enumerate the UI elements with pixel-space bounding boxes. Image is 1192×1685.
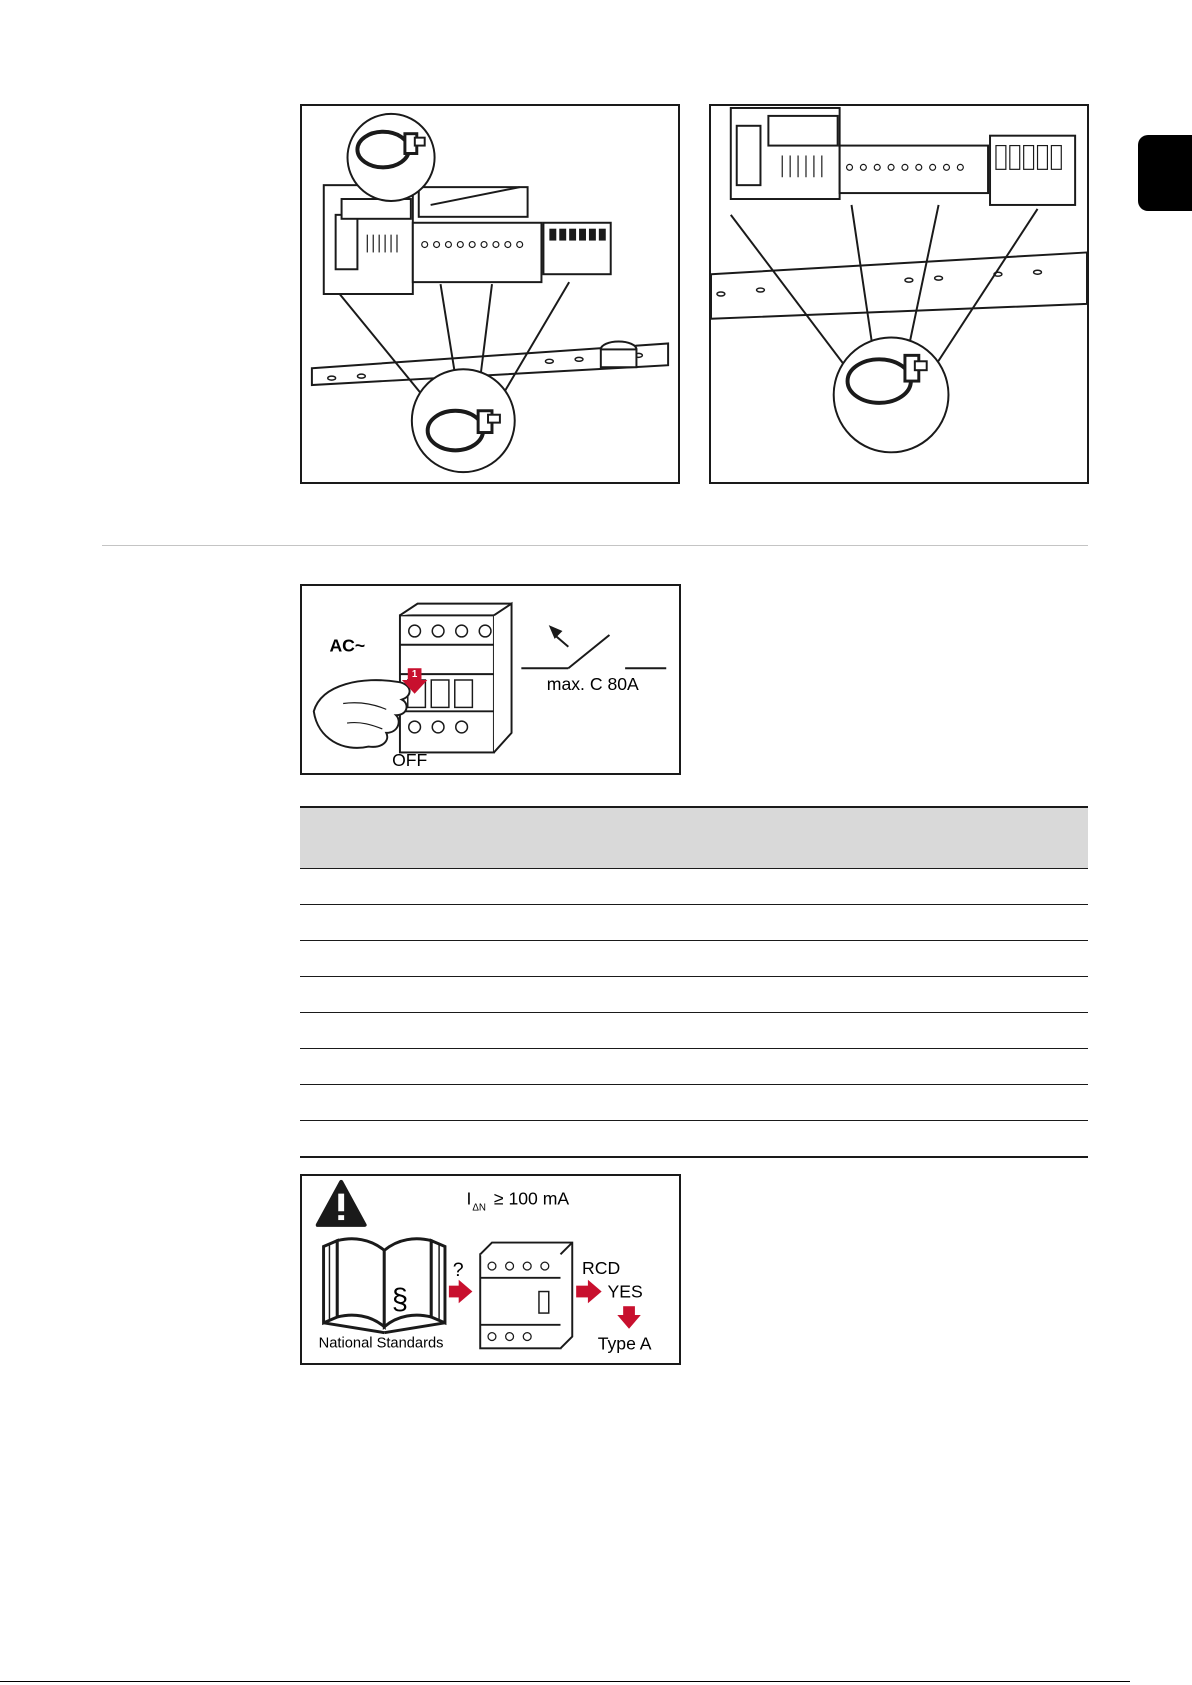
rcd-label: RCD: [582, 1257, 621, 1278]
rcd-device-icon: [480, 1243, 572, 1349]
book-icon: [324, 1239, 445, 1333]
figure-rcd-requirement: [300, 1174, 681, 1365]
yes-label: YES: [607, 1281, 643, 1302]
table-row: [300, 941, 1088, 977]
standards-label: National Standards: [318, 1335, 444, 1352]
question-mark: ?: [452, 1258, 464, 1281]
table-row: [300, 1013, 1088, 1049]
step-number: 1: [411, 669, 418, 681]
off-label: OFF: [392, 750, 428, 771]
type-label: Type A: [597, 1333, 652, 1354]
table-row: [300, 905, 1088, 941]
cable-ties-left-illustration: [302, 106, 678, 482]
red-right-arrow-icon: [449, 1280, 472, 1303]
figure-breaker-off: [300, 584, 681, 775]
table-row: [300, 869, 1088, 905]
rating-label: max. C 80A: [546, 673, 639, 694]
warning-icon: [318, 1182, 365, 1225]
chapter-thumb-tab: [1138, 135, 1192, 211]
table-header: [300, 806, 1088, 869]
table-row: [300, 1049, 1088, 1085]
table-row: [300, 977, 1088, 1013]
figure-cable-ties-left: [300, 104, 680, 484]
breaker-illustration: [302, 586, 679, 773]
section-divider: [102, 545, 1088, 546]
current-symbol: I: [466, 1188, 472, 1209]
paragraph-symbol: §: [391, 1283, 409, 1317]
current-subscript: ΔN: [472, 1202, 486, 1214]
footer-rule: [0, 1681, 1130, 1682]
table-row: [300, 1121, 1088, 1158]
figure-cable-ties-right: [709, 104, 1089, 484]
rcd-illustration: [302, 1176, 679, 1363]
red-right-arrow-icon: [576, 1280, 601, 1303]
data-table: [300, 806, 1088, 1158]
table-row: [300, 1085, 1088, 1121]
red-down-arrow-icon: [617, 1306, 640, 1329]
current-value: ≥ 100 mA: [493, 1188, 570, 1209]
ac-label: AC~: [329, 635, 366, 656]
cable-ties-right-illustration: [711, 106, 1087, 482]
